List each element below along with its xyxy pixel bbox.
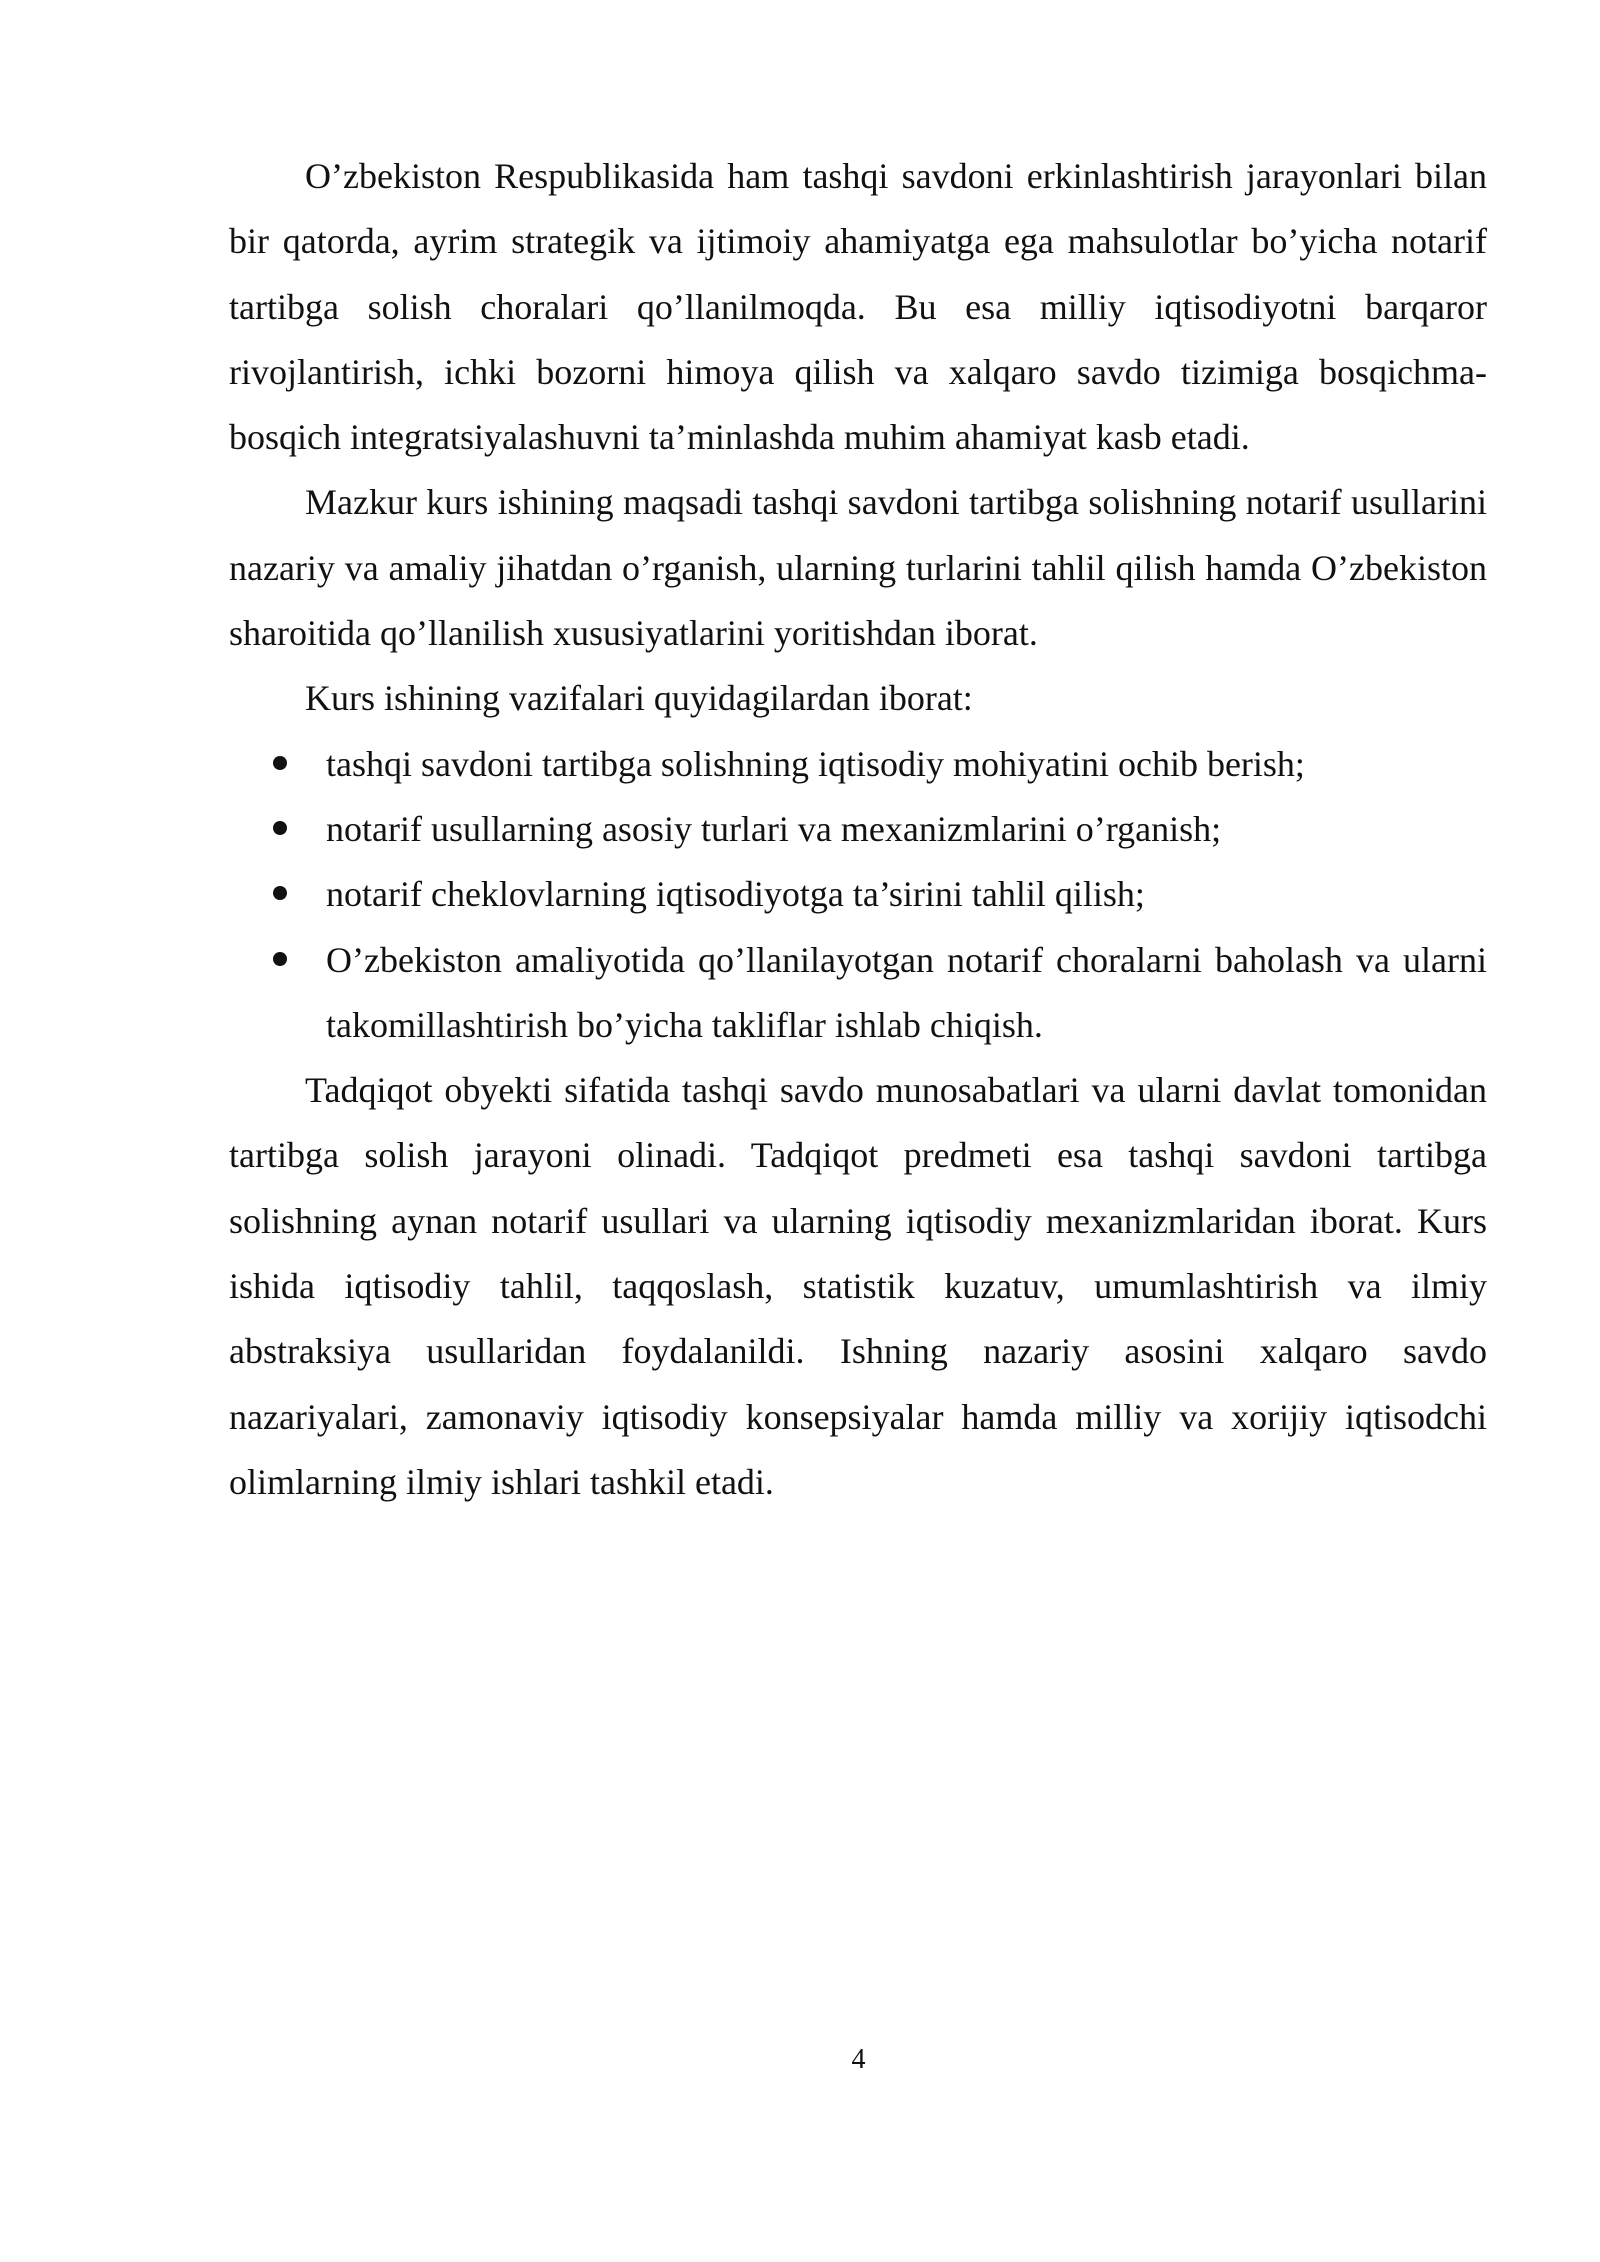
list-item xyxy=(229,732,1487,797)
tasks-heading: Kurs ishining vazifalari quyidagilardan iborat: xyxy=(305,678,973,719)
list-item-text: tashqi savdoni tartibga solishning iqtisodiy mohiyatini ochib berish; xyxy=(326,743,1305,784)
list-item-text: notarif cheklovlarning iqtisodiyotga ta’sirini tahlil qilish; xyxy=(326,874,1145,915)
bullet-icon xyxy=(273,952,287,966)
body-text xyxy=(229,144,1487,1515)
bullet-icon xyxy=(273,821,287,835)
list-item-text: O’zbekiston amaliyotida qo’llanilayotgan notarif choralarni baholash va ularni takomillashtirish bo’yicha takliflar ishlab chiqish. xyxy=(326,939,1487,1045)
bullet-icon xyxy=(273,886,287,900)
list-item xyxy=(229,797,1487,862)
research-paragraph: Tadqiqot obyekti sifatida tashqi savdo munosabatlari va ularni davlat tomonidan tartibga solish jarayoni olinadi. Tadqiqot predmeti esa tashqi savdoni tartibga solishning aynan notarif usullari va ularning iqtisodiy mexanizmlaridan iborat. Kurs ishida iqtisodiy tahlil, taqqoslash, statistik kuzatuv, umumlashtirish va ilmiy abstraksiya usullaridan foydalanildi. Ishning nazariy asosini xalqaro savdo nazariyalari, zamonaviy iqtisodiy konsepsiyalar hamda milliy va xorijiy iqtisodchi olimlarning ilmiy ishlari tashkil etadi. xyxy=(229,1070,1487,1502)
list-item-text: notarif usullarning asosiy turlari va mexanizmlarini o’rganish; xyxy=(326,808,1222,849)
intro-paragraph: O’zbekiston Respublikasida ham tashqi savdoni erkinlashtirish jarayonlari bilan bir qatorda, ayrim strategik va ijtimoiy ahamiyatga ega mahsulotlar bo’yicha notarif tartibga solish choralari qo’llanilmoqda. Bu esa milliy iqtisodiyotni barqaror rivojlantirish, ichki bozorni himoya qilish va xalqaro savdo tizimiga bosqichma-bosqich integratsiyalashuvni ta’minlashda muhim ahamiyat kasb etadi. xyxy=(229,156,1487,458)
page-number: 4 xyxy=(851,2044,866,2075)
list-item xyxy=(229,862,1487,927)
bullet-icon xyxy=(273,756,287,770)
aim-paragraph: Mazkur kurs ishining maqsadi tashqi savdoni tartibga solishning notarif usullarini nazariy va amaliy jihatdan o’rganish, ularning turlarini tahlil qilish hamda O’zbekiston sharoitida qo’llanilish xususiyatlarini yoritishdan iborat. xyxy=(229,482,1487,654)
list-item xyxy=(229,928,1487,1059)
tasks-list xyxy=(229,732,1487,1058)
